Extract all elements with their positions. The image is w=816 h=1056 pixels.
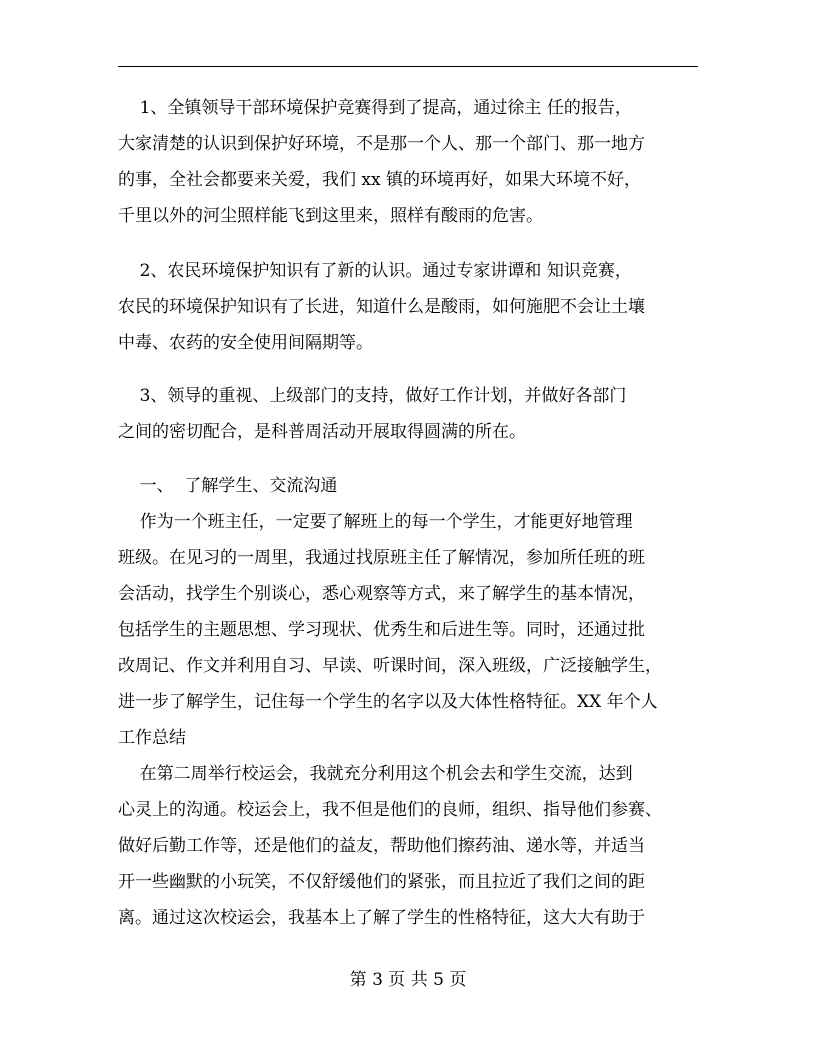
- text-line: 大家清楚的认识到保护好环境，不是那一个人、那一个部门、那一地方: [118, 134, 645, 154]
- section-heading: 一、 了解学生、交流沟通: [118, 476, 338, 496]
- text-line: 3、领导的重视、上级部门的支持，做好工作计划，并做好各部门: [118, 386, 627, 406]
- text-line: 农民的环境保护知识有了长进，知道什么是酸雨，如何施肥不会让土壤: [118, 297, 645, 317]
- text-line: 2、农民环境保护知识有了新的认识。通过专家讲谭和 知识竞赛，: [118, 261, 632, 281]
- text-line: 中毒、农药的安全使用间隔期等。: [118, 333, 373, 353]
- text-line: 工作总结: [118, 728, 186, 748]
- text-line: 1、全镇领导干部环境保护竞赛得到了提高，通过徐主 任的报告，: [118, 98, 632, 118]
- text-line: 做好后勤工作等，还是他们的益友，帮助他们擦药油、递水等，并适当: [118, 836, 645, 856]
- text-line: 千里以外的河尘照样能飞到这里来，照样有酸雨的危害。: [118, 206, 543, 226]
- text-line: 作为一个班主任，一定要了解班上的每一个学生，才能更好地管理: [118, 512, 633, 532]
- text-line: 开一些幽默的小玩笑，不仅舒缓他们的紧张，而且拉近了我们之间的距: [118, 872, 645, 892]
- text-line: 在第二周举行校运会，我就充分利用这个机会去和学生交流，达到: [118, 764, 633, 784]
- text-line: 的事，全社会都要来关爱，我们 xx 镇的环境再好，如果大环境不好，: [118, 170, 641, 190]
- text-line: 离。通过这次校运会，我基本上了解了学生的性格特征，这大大有助于: [118, 908, 645, 928]
- text-line: 会活动，找学生个别谈心，悉心观察等方式，来了解学生的基本情况，: [118, 584, 645, 604]
- page-number: 第 3 页 共 5 页: [349, 970, 467, 990]
- header-rule: [118, 66, 698, 67]
- text-line: 之间的密切配合，是科普周活动开展取得圆满的所在。: [118, 422, 526, 442]
- text-line: 班级。在见习的一周里，我通过找原班主任了解情况，参加所任班的班: [118, 548, 645, 568]
- text-line: 包括学生的主题思想、学习现状、优秀生和后进生等。同时，还通过批: [118, 620, 645, 640]
- text-line: 进一步了解学生，记住每一个学生的名字以及大体性格特征。XX 年个人: [118, 692, 658, 712]
- text-line: 心灵上的沟通。校运会上，我不但是他们的良师，组织、指导他们参赛、: [118, 800, 662, 820]
- text-line: 改周记、作文并利用自习、早读、听课时间，深入班级，广泛接触学生，: [118, 656, 662, 676]
